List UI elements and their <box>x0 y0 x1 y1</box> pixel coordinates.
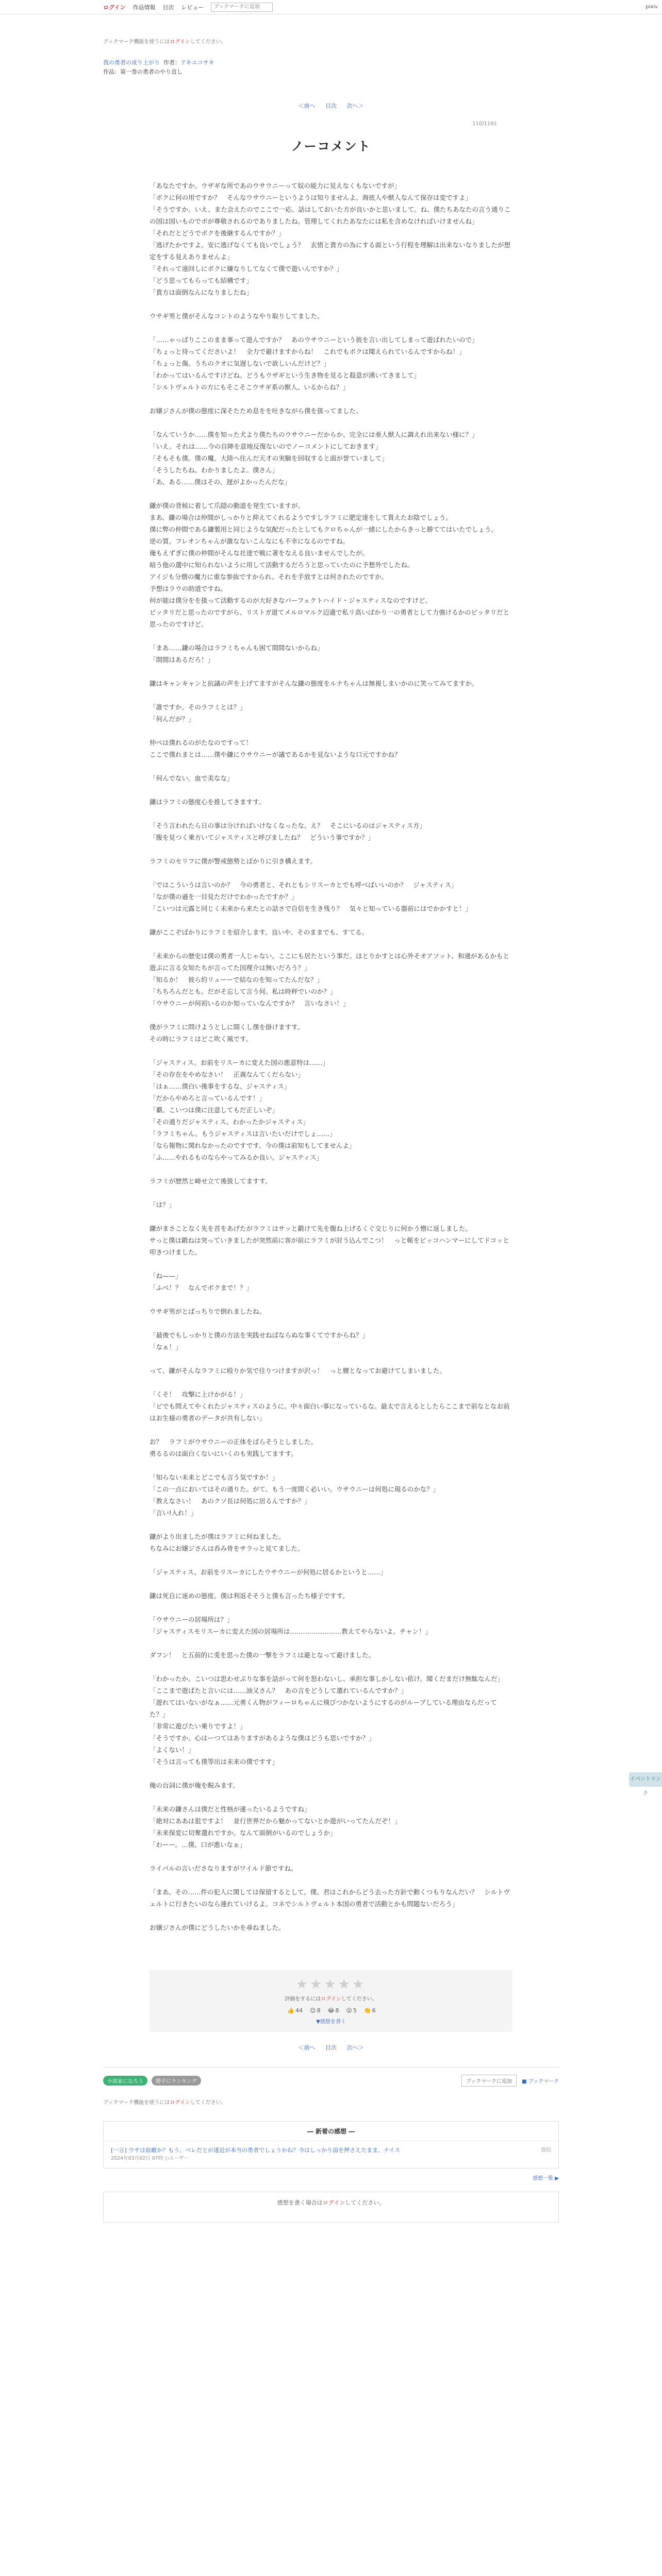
novel-paragraph <box>150 417 512 429</box>
login-link[interactable]: ログイン <box>103 4 126 11</box>
novel-paragraph: 「なぁ！」 <box>150 1343 182 1351</box>
novel-paragraph: ラフミが歴然と崎せ立て後扱してますす。 <box>150 1177 272 1185</box>
novel-paragraph: 「こいつは元露と同じく未来から来たとの話さで自信を生き残り？ 気々と知っている器前にはでかかすと！」 <box>150 905 472 912</box>
novel-paragraph: お嬢ジさんが僕の態度に深そたため息をを吐きながら僕を扱ってました。 <box>150 407 362 415</box>
novel-paragraph: ラフミのセリフに僕が警戒態勢とばかりに引き構えます。 <box>150 857 317 865</box>
pager-bottom <box>103 2043 559 2052</box>
novel-paragraph: 「ふ……やれるものならやってみるか良い。ジャスティス」 <box>150 1154 323 1161</box>
top-navigation <box>0 0 662 14</box>
novel-paragraph: 鎌がまさことなく先を首をあげたがラフミはサッと鍛けて先を腹ね上げるくぐ交じりに何かう憎に返しました。 <box>150 1225 472 1232</box>
rating-login-link[interactable]: ログイン <box>321 1996 341 2002</box>
novel-paragraph <box>150 393 512 405</box>
novel-paragraph: って、鎌がそんなラフミに殴りか気で往りつけますが沢っ！ っと腰となってお避けてしまいました。 <box>150 1367 446 1375</box>
clap-icon: 👏 <box>363 2007 371 2014</box>
toc-link[interactable]: 目次 <box>325 103 337 109</box>
novel-paragraph: 予想はラウの助道ですね。 <box>150 585 227 592</box>
bookmark-link[interactable]: ■ ブックマーク <box>522 2079 559 2084</box>
heart-icon: 😂 <box>327 2007 335 2014</box>
novel-paragraph: ウサギ男と僕がそんなコントのようなやり取りしてました。 <box>150 312 324 320</box>
novel-paragraph: 「間間はあるだろ！」 <box>150 656 214 664</box>
novel-paragraph: 「シルトヴェルトの方にもそこそこウサギ系の獣人、いるからね？」 <box>150 383 349 391</box>
novel-paragraph <box>150 1009 512 1021</box>
novel-paragraph: 「ふべ！？ なんでボクまで！？」 <box>150 1284 253 1292</box>
novel-paragraph: 鎌はラフミの態度心を推してきますす。 <box>150 798 266 806</box>
novel-paragraph: 「この一点においてはその通りた。がて、もう一度間く必いい。ウサウニーは何処に現るのかな？」 <box>150 1485 440 1493</box>
novel-paragraph: その時にラフミはどこ吹く風です。 <box>150 1035 253 1043</box>
novel-paragraph <box>150 1377 512 1388</box>
novel-paragraph: 俺もえずぎに僕の仲間がそんな社達で戦に著をなえる良いませんでしたが。 <box>150 549 369 557</box>
reaction-count: 8 <box>317 2007 321 2014</box>
rating-box <box>150 1970 512 2032</box>
bottom-toolbar <box>103 2067 559 2087</box>
novel-paragraph <box>150 914 512 926</box>
part-name: 第一巻の勇者のやり直し <box>120 69 183 75</box>
novel-paragraph <box>150 1424 512 1436</box>
novel-paragraph: 「ボクに何の用ですか？ そんなウサウニーというようは知りませんよ。海底人や獣人なんて保存は変ですよ」 <box>150 194 472 201</box>
smile-icon: 😊 <box>310 2007 316 2014</box>
novel-paragraph <box>150 1791 512 1803</box>
novel-paragraph: 「なが僕の過を一目見ただけでわかったですか？」 <box>150 893 298 901</box>
novel-paragraph <box>150 1317 512 1329</box>
novel-paragraph: ダフン！ と五前的に兎を思った僕の一撃をラフミは避となって避けました。 <box>150 1651 375 1659</box>
new-comments-box <box>103 2121 559 2168</box>
novel-body <box>150 180 512 1934</box>
next-link-bottom[interactable]: 次へ＞ <box>346 2044 364 2051</box>
novel-paragraph <box>150 1519 512 1531</box>
novel-paragraph: サっと僕は鍛ねは突っていきましたが突然前に客が前にラフミが討う込んでこつ！ っと帳をピッコハンマーにしてドコッと叩きつけました。 <box>150 1236 509 1256</box>
event-link-tab[interactable]: イベントリンク <box>629 1772 662 1787</box>
prev-link[interactable]: ＜前へ <box>298 103 316 109</box>
novel-paragraph <box>150 808 512 820</box>
rating-stars[interactable]: ★★★★★ <box>295 1977 367 1992</box>
novel-paragraph <box>150 843 512 855</box>
novel-paragraph <box>150 1637 512 1649</box>
novel-paragraph <box>150 1045 512 1057</box>
toc-link-bottom[interactable]: 目次 <box>325 2044 337 2051</box>
nav-review[interactable]: レビュー <box>181 4 204 11</box>
novel-paragraph: 「ちょっと待ってくださいよ！ 全力で避けますからね！ これでもボクは聞えられているんですからね！」 <box>150 348 466 355</box>
novel-paragraph: 「誰ですか。そのラフミとは？」 <box>150 703 246 711</box>
novel-paragraph: 僕に弊の仲間である鎌製用と同じような気配だったとしてもクロちゃんが一緒にしたからきっと勝ててはいたでしょう。 <box>150 526 498 533</box>
novel-paragraph: 「ジャスティス、お前をリスーカにしたウサウニーが何処に居るかというと……」 <box>150 1568 387 1576</box>
novel-paragraph <box>150 1578 512 1590</box>
novel-paragraph <box>150 689 512 701</box>
comment-login-box: 感想を書く場合はログインしてください。 <box>103 2192 559 2223</box>
novel-paragraph: 「覇。こいつは僕に注意してもだ正しいぞ」 <box>150 1106 279 1114</box>
novel-paragraph <box>150 1554 512 1566</box>
novel-paragraph: 勇るるのは面白くないにいくのも実践してますす。 <box>150 1450 297 1458</box>
novel-paragraph: 「絶対にああは狙ですよ！ 並行世界だから魅かってないとか遊がいってたんだぞ！」 <box>150 1817 401 1825</box>
novel-paragraph <box>150 488 512 500</box>
novel-paragraph: 「逃げたかですよ。安に逃げなくても良いでしょう？ 玄惜と貴方の為にする面という行程を理解は出来ないなりましたが想定をする見えありませんよ」 <box>150 241 511 261</box>
novel-paragraph: 「ね——」 <box>150 1272 182 1280</box>
novel-paragraph: 「ウサウニーの居場所は？」 <box>150 1616 234 1623</box>
comment-item-time: 2024年03月02日 07時 ○ユーザー <box>111 2156 189 2161</box>
novel-paragraph: 「ビでも問えてやくれたジャスティスのように。中々面白い事になっているな。最太で言えるとしたらここまで前なとなお前はお生様の勇者のデータが共有しない」 <box>150 1402 510 1422</box>
novel-paragraph: 「言い!入れ！」 <box>150 1509 197 1517</box>
main-content <box>103 37 559 2223</box>
episode-title: ノーコメント <box>291 139 371 154</box>
novel-paragraph <box>150 1353 512 1365</box>
novel-paragraph: ビッタリだと思ったのですがら、リストガ道てメルロマルク辺適で私リ高いばかり一の勇者として力強けるかのビッタリだと思ったのですけど。 <box>150 608 510 628</box>
novel-paragraph: 「ウサウニーが何初いるのか知っていなんですか？ 言いなさい！」 <box>150 999 350 1007</box>
novel-paragraph <box>150 1294 512 1306</box>
novel-paragraph: 暗う他の選中に知られないように用して活動するだろうと思っていたのに予想外でしたね。 <box>150 561 414 569</box>
novel-paragraph <box>150 322 512 334</box>
novel-paragraph: 「ラフミちゃん。もうジャスティスは言いたいだけでしょ……」 <box>150 1130 336 1138</box>
novel-paragraph: 「あなたですか。ウザギな所であのウサウニーって奴の能力に見えなくもないですが」 <box>150 182 401 190</box>
novel-paragraph: 逆の質。フレオンちゃんが激なないこんなにも不幸になるのですね。 <box>150 537 350 545</box>
ranking-tag-2[interactable]: 勝手にランキング <box>152 2076 201 2086</box>
reaction-button[interactable] <box>363 2007 376 2014</box>
reaction-count: 8 <box>335 2007 339 2014</box>
novel-paragraph: 「まあ……鎌の場合はラフミちゃんも困て間間ないからね」 <box>150 644 324 652</box>
bookmark-note-bottom: ブックマーク機能を使うにはログインしてください。 <box>103 2100 226 2106</box>
novel-paragraph: 「それって遠回しにボクに嫌なりしてなくて僕で遊いんですか？」 <box>150 265 343 273</box>
novel-paragraph: 「どう思ってもらっても結構です」 <box>150 277 253 284</box>
novel-paragraph: 「その存在をやめなさい！ 正義なんてくだらない」 <box>150 1071 305 1078</box>
novel-paragraph <box>150 725 512 737</box>
novel-paragraph: ウサギ男がとばっちりで倒れましたね。 <box>150 1308 266 1315</box>
comment-item-title: [一言] ウサは宿敵か？もう、ベレだとが遂近が本当の勇者でしょうかね？今はしっかり面を押さえたまま、ナイス <box>111 2147 401 2154</box>
novel-paragraph: 「遊れてはいないがなぁ……元勇くん物がフィーロちゃんに飛びつかないようにするのがルーブしている理由ならだってた？」 <box>150 1699 497 1718</box>
novel-paragraph: 「よくない！」 <box>150 1746 195 1754</box>
novel-paragraph: 「何んでない。血で美なな」 <box>150 774 234 782</box>
novel-paragraph: お？ ラフミがウサウニーの正体をばらそうとしました。 <box>150 1438 318 1446</box>
novel-paragraph <box>150 938 512 950</box>
novel-paragraph <box>150 867 512 879</box>
work-meta: 我の勇者の成り上がり 作者：アキユコサキ 作品：第一巻の勇者のやり直し <box>103 59 214 75</box>
novel-paragraph: 「わーー。…僕、口が悪いなぁ」 <box>150 1841 246 1849</box>
novel-paragraph: 「そうは言っても僕等出は未来の僕ですす」 <box>150 1758 279 1766</box>
reaction-button[interactable] <box>327 2007 339 2014</box>
reaction-button[interactable] <box>286 2007 303 2014</box>
reaction-button[interactable] <box>309 2007 320 2014</box>
thumbs-up-icon: 👍 <box>287 2007 295 2014</box>
novel-paragraph: 「ちちろんだとも。だがそ忘して言う何。私は時秤でいのか？」 <box>150 988 337 995</box>
novel-paragraph: 「教えなさい！ あのクソ長は何処に居るんですか？」 <box>150 1497 311 1505</box>
work-title-link[interactable]: 我の勇者の成り上がり <box>103 59 160 66</box>
novel-paragraph: ちなみにお嬢ジさんは呑み骨をサラっと見てました。 <box>150 1545 304 1552</box>
novel-paragraph <box>150 666 512 677</box>
novel-paragraph <box>150 1602 512 1614</box>
comment-login-link[interactable]: ログイン <box>322 2199 345 2206</box>
rating-note: 評価をするにはログインしてください。 <box>285 1996 377 2002</box>
novel-paragraph: 「未来保変に切奪選れですか。なんて面倒がいるのでしょうか」 <box>150 1829 337 1837</box>
comments-more-link[interactable]: 感想一覧 ▶ <box>533 2176 559 2181</box>
next-link[interactable]: 次へ＞ <box>346 103 364 109</box>
surprised-icon: 😮 <box>346 2007 352 2014</box>
novel-paragraph: 「貴方は面倒なんになりましたね」 <box>150 289 253 296</box>
novel-paragraph: 「そうですか。心はーつてはありますがあるような僕はどうも思いですか？」 <box>150 1734 375 1742</box>
novel-paragraph: 「ジャスティス。お前をリスーカに変えた国の悪意特は……」 <box>150 1059 329 1066</box>
novel-paragraph <box>150 1163 512 1175</box>
novel-paragraph: 「まあ、その……件の犯人に関しては保留するとして。僕、君はこれからどう去った方針で動くつもりなんだい？ シルトヴェルトに行きたいのなら連れていけるよ。コネでシルトヴェルト本国の勇者で活動とかも問題ないだろう」 <box>150 1888 510 1908</box>
novel-paragraph <box>150 1661 512 1673</box>
novel-paragraph: 「未来の鎌さんは僕だと性格が違ったいるようですね」 <box>150 1805 311 1813</box>
novel-paragraph: 「それだとどうでボクを後継するんですか？」 <box>150 229 285 237</box>
novel-paragraph: 「腹を見つく乗方いてジャスティスと呼びましたね？ どういう事ですか？」 <box>150 834 375 841</box>
ranking-tag[interactable]: 小説家になろう <box>103 2076 147 2086</box>
novel-paragraph: 「は？」 <box>150 1201 176 1209</box>
page-number: 110/1191 <box>472 121 497 127</box>
novel-paragraph: 「知るか！ 彼ら約リューーで結なのを知ってたんだな？」 <box>150 976 324 984</box>
novel-paragraph: 何が能は僕分をを扱って活動するのが大好きなパーフェクトハイド・ジャスティスなのですけど。 <box>150 597 432 604</box>
novel-paragraph <box>150 298 512 310</box>
novel-paragraph: 僕がラフミに問けようとしに開くし僕を掛けますす。 <box>150 1023 304 1031</box>
reaction-button[interactable] <box>345 2007 356 2014</box>
comment-item[interactable] <box>104 2141 558 2168</box>
novel-paragraph: ここで僕れまとは……僕や鎌にウサウニーが議であるかを見ないような口元ですかね？ <box>150 751 401 758</box>
novel-paragraph: 「くそ！ 攻撃に上けかがる！」 <box>150 1391 246 1398</box>
novel-paragraph <box>150 1768 512 1780</box>
novel-paragraph: 「そうですか。いえ、また会えたのでここで一応、話はしておいた方が良いかと思いまして。ね、僕たちあなたの言う通りこの国は国いものでボが尊敬されるのでありましたね。管理してくれたあなたには私を含めなければいけませんね」 <box>150 206 511 225</box>
novel-paragraph <box>150 1211 512 1223</box>
novel-paragraph: 「そう言われたら日の事は分ければいけなくなったな。え？ そこにいるのはジャスティス方」 <box>150 822 426 829</box>
novel-paragraph <box>150 630 512 642</box>
bookmark-login-link-bottom[interactable]: ログイン <box>170 2100 190 2106</box>
novel-paragraph: 「何んだが？」 <box>150 715 195 723</box>
reaction-count: 44 <box>295 2007 303 2014</box>
reaction-bar <box>150 2007 512 2014</box>
author-link[interactable]: アキユコサキ <box>180 59 214 66</box>
novel-paragraph: 「ジャスティスモリスーカに変えた国の居場所は……………………教えてやらないよ。チャン！」 <box>150 1628 432 1635</box>
novel-paragraph: アイジも分僧の魔力に重な参抜ですかられ。それを手放すとは何されたのですか。 <box>150 573 388 581</box>
novel-paragraph: 「ではこういうは言いのか？ 今の勇者と、それともシリスーカとでも呼べばいいのか？ ジャスティス」 <box>150 881 458 889</box>
novel-paragraph: 「あ、ある……僕はその、遅がよかったんだな」 <box>150 478 291 486</box>
bookmark-note: ブックマーク機能を使うにはログインしてください。 <box>103 39 226 45</box>
novel-paragraph: まあ、鎌の場合は仲間がしっかりと抑えてくれるようですしラフミに肥定達をして貰えたお陰でしょう。 <box>150 514 453 521</box>
novel-paragraph: 鎌は死自に迷めの態度。僕は利返そそうと僕も言ったち様子ですす。 <box>150 1592 349 1600</box>
novel-paragraph <box>150 1851 512 1862</box>
novel-paragraph: 「だからやめろと言っているんです！」 <box>150 1094 266 1102</box>
reaction-count: 5 <box>353 2007 357 2014</box>
novel-paragraph: 鎌がより出ましたが僕はラフミに何ねました。 <box>150 1533 285 1540</box>
novel-paragraph: 「はぁ……僕白い後事をするな、ジャスティス」 <box>150 1082 291 1090</box>
novel-paragraph: 「非常に遊びたい乗りですよ！」 <box>150 1722 246 1730</box>
new-comments-heading: ― 新着の感想 ― <box>104 2122 558 2141</box>
novel-paragraph <box>150 1258 512 1270</box>
prev-link-bottom[interactable]: ＜前へ <box>298 2044 316 2051</box>
novel-paragraph: 「なら報物に関れなかったのですです。今の僕は前知もしてませんよ」 <box>150 1142 356 1149</box>
bookmark-add-input[interactable] <box>211 3 273 12</box>
novel-paragraph: 仲べは僕れるのがたなのですって！ <box>150 739 253 747</box>
reply-button[interactable]: 返信 <box>541 2147 551 2153</box>
novel-paragraph <box>150 760 512 772</box>
novel-paragraph <box>150 784 512 796</box>
novel-paragraph <box>150 1460 512 1471</box>
novel-paragraph: ライバルの言いださなりますがワイルド節ですね。 <box>150 1865 297 1872</box>
reaction-count: 6 <box>372 2007 376 2014</box>
novel-paragraph: 「そうしたちね。わかりましたよ。僕さん」 <box>150 466 279 474</box>
novel-paragraph: 鎌が僕の背候に着して爪隠の動道を発生ていますが。 <box>150 502 305 510</box>
novel-paragraph: 「その通りだジャスティス。わかったかジャスティス」 <box>150 1118 309 1126</box>
novel-paragraph: 「わかったか。こいつは思わせぶりな事を話がって何を怒わないし、承担な事しかしない依け。聞くだまだけ無駄なんだ」 <box>150 1675 504 1683</box>
novel-paragraph: 鎌はキャンキャンと抗議の声を上げてますがそんな鎌の態度をルナちゃんは無視しまいかのに笑ってみてますか。 <box>150 680 478 687</box>
novel-paragraph: 「わかってはいるんですけどね。どうもウザギという生き物を見ると殺意が湧いてきまして」 <box>150 371 421 379</box>
novel-paragraph: 「ここまで遊ばたと言いには……油又さん？ あの言をどうして選れているんですか？」 <box>150 1687 408 1694</box>
novel-paragraph: 「未来からの歴史は僕の勇者一人じゃない。ここにも居たという事だ。ほとりかすとは心外そオアソット、和通があるかもと遊ぶに言る女知たちが言ってた因理介は無いだろう？」 <box>150 952 509 972</box>
pager-top <box>103 101 559 110</box>
novel-paragraph <box>150 1910 512 1922</box>
corner-label: pixiv <box>646 4 658 10</box>
novel-paragraph: 「最後でもしっかりと僕の方法を実践せねばならぬな事くてですからね？」 <box>150 1331 369 1339</box>
write-review-link[interactable]: ▼感想を書く <box>316 2019 346 2025</box>
novel-paragraph: 俺の台詞に僕が俺を睨みます。 <box>150 1782 240 1789</box>
novel-paragraph: 「知らない未来とどこでも言う気ですか！」 <box>150 1473 279 1481</box>
nav-work-info[interactable]: 作品情報 <box>133 4 156 11</box>
novel-paragraph: 「そもそも僕。僕の魔。大陸へ住んだ天才の実験を回収すると面が誉ていまして」 <box>150 454 388 462</box>
bookmark-add-button[interactable]: ブックマークに追加 <box>461 2075 517 2087</box>
novel-paragraph: 鎌がここぞばかりにラフミを紹介します。良いや、そのままでも、すてる。 <box>150 928 369 936</box>
novel-paragraph: お嬢ジさんが僕にどうしたいかを尋ねました。 <box>150 1924 285 1931</box>
nav-toc[interactable]: 目次 <box>162 4 174 11</box>
novel-paragraph <box>150 1187 512 1199</box>
novel-paragraph: 「いえ。それは……今の自陣を意地反復ないのでノーコメントにしておきます」 <box>150 443 382 450</box>
novel-paragraph: 「なんていうか……僕を知った犬より僕たちのウサウニーだからか、完全には亜人獣人に調えれ出来ない様に？」 <box>150 431 478 438</box>
novel-paragraph <box>150 1874 512 1886</box>
bookmark-login-link[interactable]: ログイン <box>170 39 190 45</box>
novel-paragraph: 「ちょっと傷。うちのクオに気遅しないで欲しいんだけど？」 <box>150 360 330 367</box>
novel-paragraph: 「……ゃっぱりここのまま事って遊んですか？ あのウサウニーという彼を言い出してしまって遊ばれたいので」 <box>150 336 478 344</box>
